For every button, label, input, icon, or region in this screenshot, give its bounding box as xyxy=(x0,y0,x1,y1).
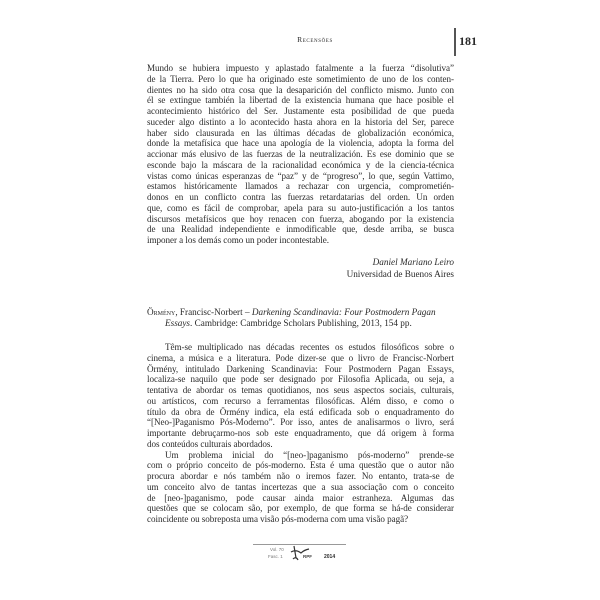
text-line: de una Realidad independiente e inmodificable que, desde arriba, se busca xyxy=(147,224,454,235)
text-line: Mundo se hubiera impuesto y aplastado fatalmente a la fuerza “disolutiva” xyxy=(147,63,454,73)
running-header: Recensões xyxy=(297,35,333,44)
text-line: título da obra de Örmény indica, ela está edificada sob o enquadramento do xyxy=(147,406,454,417)
text-line: “[Neo-]Paganismo Pós-Moderno”. Por isso, antes de analisarmos o livro, será xyxy=(147,417,454,428)
citation-publisher: . Cambridge: Cambridge Scholars Publishing, 2013, 154 pp. xyxy=(190,317,412,328)
review-2-body xyxy=(147,342,454,525)
text-line: dientes no ha sido otra cosa que la desaparición del conflicto mismo. Junto con xyxy=(147,84,454,95)
text-line: de [neo-]paganismo, pode causar ainda maior estranheza. Algumas das xyxy=(147,492,454,503)
text-line: que, como es fácil de comprobar, apela para su auto-justificación a los tantos xyxy=(147,202,454,213)
text-line: procura abordar e nós também não o iremos fazer. No entanto, trata-se de xyxy=(147,471,454,481)
text-line: dos conteúdos culturais abordados. xyxy=(147,438,273,449)
text-line: um conceito alvo de tantas incertezas que a sua associação com o conceito xyxy=(147,481,454,492)
page-number: 181 xyxy=(459,34,477,48)
review-1-body xyxy=(147,63,454,246)
book-citation xyxy=(147,307,454,329)
footer-journal: RPF xyxy=(303,554,312,559)
text-line: de la Tierra. Pero lo que ha originado este sometimiento de uno de los conten- xyxy=(147,73,454,84)
text-line: discursos metafísicos que hoy renacen con fuerza, abogando por la existencia xyxy=(147,213,454,224)
footer-fascicle: Fasc. 1 xyxy=(268,554,283,559)
text-line: donde la metafísica que hace una apología de la violencia, adopta la forma del xyxy=(147,138,454,149)
journal-logo-icon xyxy=(288,544,310,562)
text-line: questões que se colocam são, por exemplo, de que forma se há-de considerar xyxy=(147,503,454,514)
text-line: imponer a los demás como un poder incontestable. xyxy=(147,235,329,245)
text-line: vistas como únicas esperanzas de “paz” y de “progreso”, lo que, según Vattimo, xyxy=(147,170,454,181)
text-line: Um problema inicial do “[neo-]paganismo pós-moderno” prende-se xyxy=(165,449,454,460)
text-line: com o próprio conceito de pós-moderno. Esta é uma questão que o autor não xyxy=(147,460,454,471)
text-line: cinema, a música e a literatura. Pode dizer-se que o livro de Francisc-Norbert xyxy=(147,352,454,363)
citation-text: , Francisc-Norbert – xyxy=(175,307,252,317)
text-line: Örmény, intitulado Darkening Scandinavia: Four Postmodern Pagan Essays, xyxy=(147,363,454,374)
text-line: acontecimiento histórico del Ser. Justamente esta posibilidad de que pueda xyxy=(147,106,454,116)
text-line: ou artísticos, com recurso a ferramentas filosóficas. Além disso, e como o xyxy=(147,395,454,406)
text-line: donos en un conflicto contra las fuerzas retardatarias del orden. Un orden xyxy=(147,192,454,202)
text-line: localiza-se naquilo que pode ser designado por Filosofia Aplicada, ou seja, a xyxy=(147,374,454,385)
review-author: Daniel Mariano Leiro xyxy=(372,257,454,267)
citation-author: Örmény xyxy=(147,307,176,317)
text-line: suceder algo distinto a lo acontecido hasta ahora en la historia del Ser, parece xyxy=(147,116,454,127)
text-line: él se extingue también la libertad de la existencia humana que hace posible el xyxy=(147,95,454,106)
text-line: coincidente ou sobreposta uma visão pós-moderna com uma visão pagã? xyxy=(147,514,409,524)
footer-year: 2014 xyxy=(324,554,336,560)
text-line: estamos históricamente llamados a rechazar con urgencia, comprometién- xyxy=(147,181,454,192)
text-line: tentativa de abordar os temas quotidianos, nos seus aspectos sociais, culturais, xyxy=(147,385,454,395)
citation-title: Darkening Scandinavia: Four Postmodern Pagan xyxy=(251,307,436,317)
text-line: Têm-se multiplicado nas décadas recentes os estudos filosóficos sobre o xyxy=(165,342,454,352)
header-divider xyxy=(454,28,456,56)
text-line: haber sido clausurada en las últimas décadas de globalización económica, xyxy=(147,127,454,138)
review-affiliation: Universidad de Buenos Aires xyxy=(346,269,454,279)
text-line: importante debruçarmo-nos sob este enquadramento, que dá origem à forma xyxy=(147,428,454,438)
citation-title-cont: Essays xyxy=(165,317,191,328)
text-line: accionar más elusivo de las fuerzas de la neutralización. Es ese dominio que se xyxy=(147,149,454,159)
footer-volume: Vol. 70 xyxy=(270,547,284,552)
text-line: esconde bajo la máscara de la racionalidad económica y de la ciencia-técnica xyxy=(147,159,454,170)
